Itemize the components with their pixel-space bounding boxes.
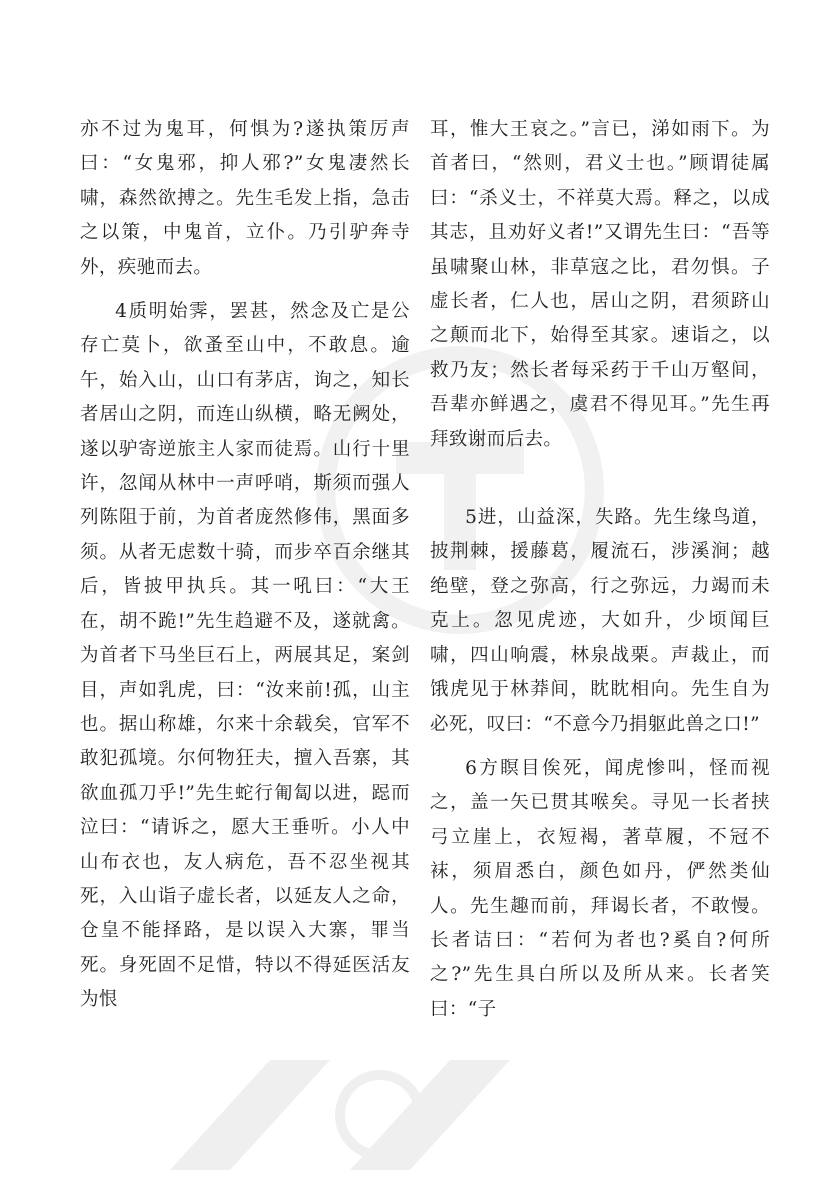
left-column: [80, 113, 410, 1018]
paragraph: 耳，惟大王哀之。”言已，涕如雨下。为首者曰，“然则，君义士也。”顾谓徒属曰：“杀义士，不祥莫大焉。释之，以成其志，且劝好义者!”又谓先生曰：“吾等虽啸聚山林，非草寇之比，君勿惧。子虚长者，仁人也，居山之阴，君须跻山之颠而北下，始得至其家。速诣之，以救乃友；然长者每采药于千山万壑间，吾辈亦鲜遇之，虞君不得见耳。”先生再拜致谢而后去。: [430, 119, 770, 450]
watermark-stamp-icon: [150, 1020, 570, 1180]
right-column: [430, 113, 770, 1027]
paragraph: 亦不过为鬼耳，何惧为?遂执策厉声曰：“女鬼邪，抑人邪?”女鬼凄然长啸，森然欲搏之。先生毛发上指，急击之以策，中鬼首，立仆。乃引驴奔寺外，疾驰而去。: [80, 119, 410, 278]
paragraph: 4质明始霁，罢甚，然念及亡是公存亡莫卜，欲蚤至山中，不敢息。逾午，始入山，山口有茅店，询之，知长者居山之阴，而连山纵横，略无阙处，遂以驴寄逆旅主人家而徒焉。山行十里许，忽闻从林中一声呼哨，斯须而强人列陈阻于前，为首者庞然修伟，黑面多须。从者无虑数十骑，而步卒百余继其后，皆披甲执兵。其一吼曰：“大王在，胡不跪!”先生趋避不及，遂就禽。为首者下马坐巨石上，两展其足，案剑目，声如乳虎，曰：“汝来前!孤，山主也。据山称雄，尔来十余载矣，官军不敢犯孤境。尔何物狂夫，擅入吾寨，其欲血孤刀乎!”先生蛇行匍匐以进，跽而泣曰：“请诉之，愿大王垂听。小人中山布衣也，友人病危，吾不忍坐视其死，入山诣子虚长者，以延友人之命，仓皇不能择路，是以误入大寨，罪当死。身死固不足惜，特以不得延医活友为恨: [80, 301, 410, 1011]
paragraph: 5进，山益深，失路。先生缘鸟道，披荆棘，援藤葛，履流石，涉溪涧；越绝壁，登之弥高，行之弥远，力竭而未克上。忽见虎迹，大如升，少顷闻巨啸，四山响震，林泉战栗。声裁止，而饿虎见于林莽间，眈眈相向。先生自为必死，叹曰：“不意今乃捐躯此兽之口!”: [430, 507, 770, 735]
paragraph: 6方瞑目俟死，闻虎惨叫，怪而视之，盖一矢已贯其喉矣。寻见一长者挟弓立崖上，衣短褐，著草履，不冠不袜，须眉悉白，颜色如丹，俨然类仙人。先生趣而前，拜谒长者，不敢慢。长者诘曰：“若何为者也?奚自?何所之?”先生具白所以及所从来。长者笑曰：“子: [430, 757, 770, 1020]
